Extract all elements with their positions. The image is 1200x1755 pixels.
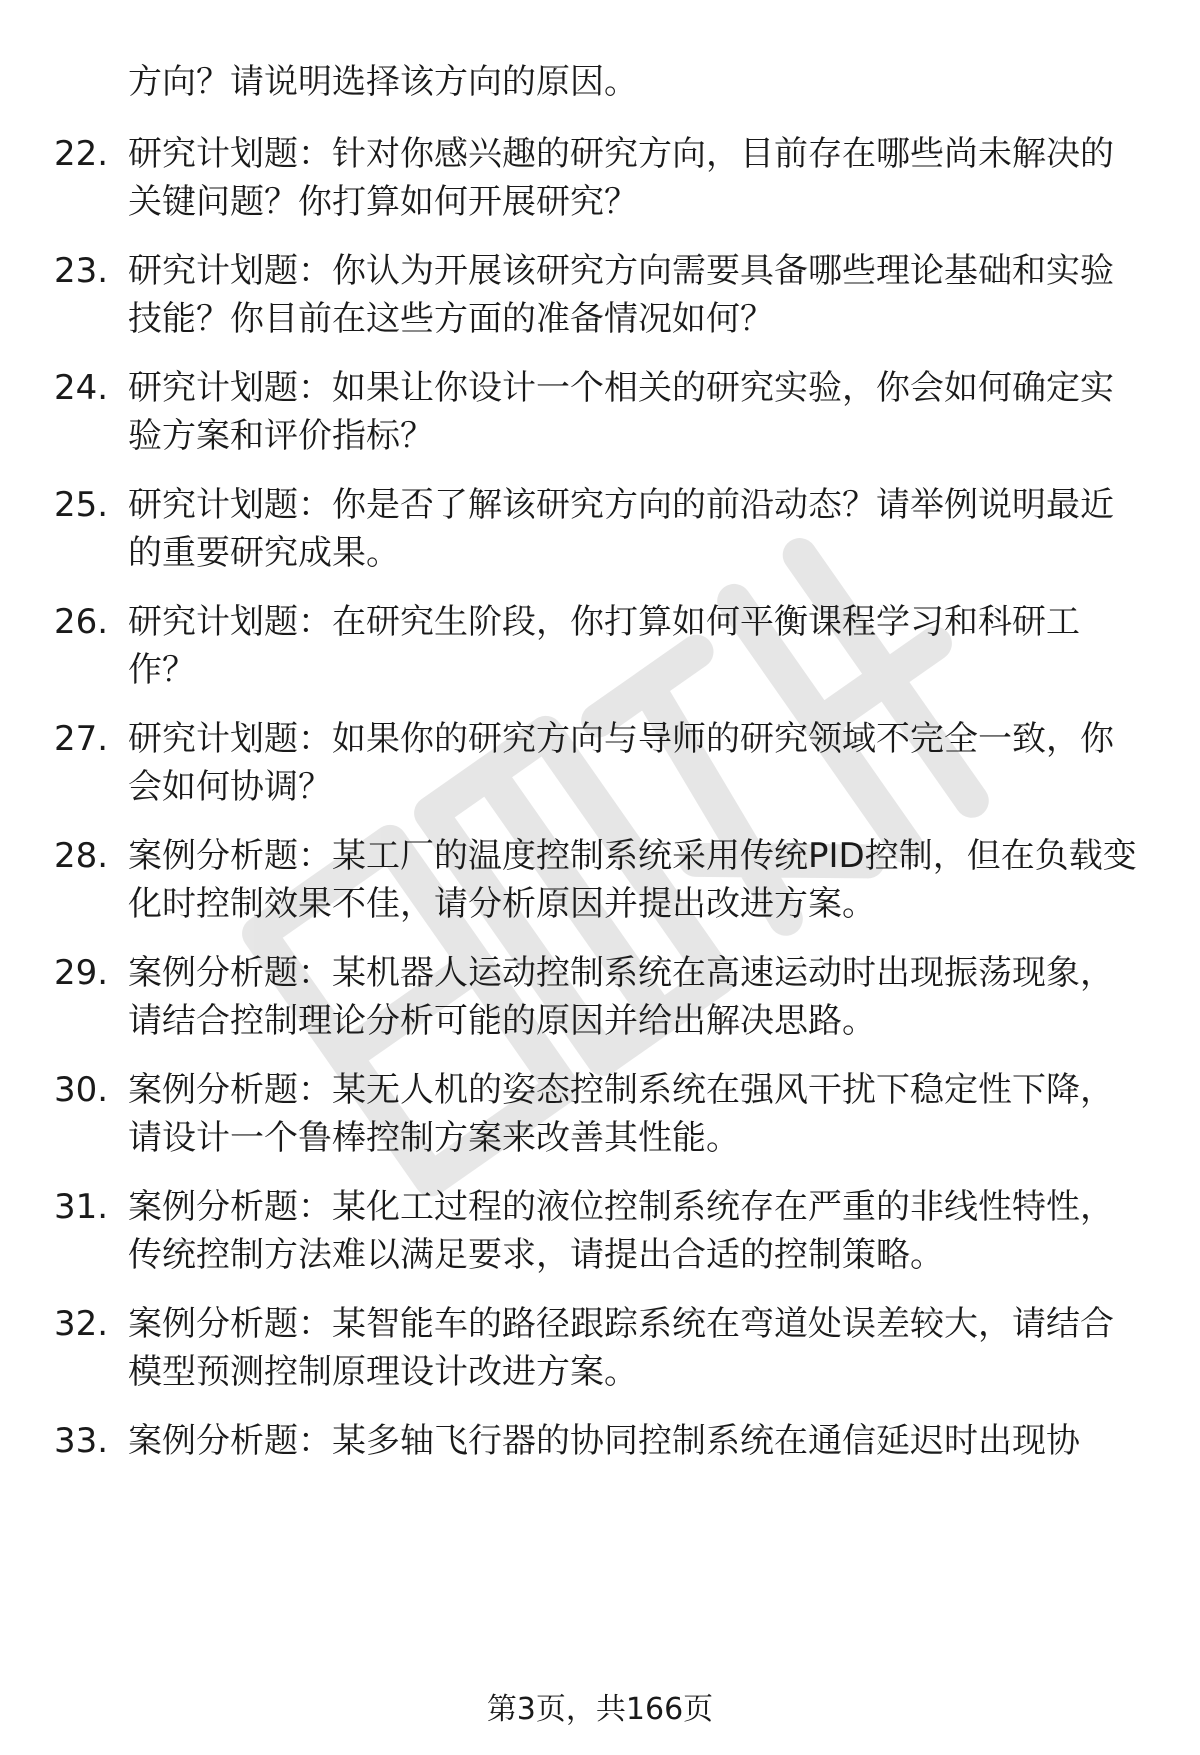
item-text: 案例分析题：某无人机的姿态控制系统在强风干扰下稳定性下降，请设计一个鲁棒控制方案来改善其性能。 xyxy=(128,1070,1114,1158)
item-number: 29. xyxy=(54,953,109,993)
item-text: 研究计划题：在研究生阶段，你打算如何平衡课程学习和科研工作？ xyxy=(128,602,1080,690)
item-number: 26. xyxy=(54,602,109,642)
item-number: 27. xyxy=(54,719,109,759)
item-text: 研究计划题：针对你感兴趣的研究方向，目前存在哪些尚未解决的关键问题？你打算如何开展研究？ xyxy=(128,134,1114,222)
item-number: 25. xyxy=(54,485,109,525)
item-text: 研究计划题：如果你的研究方向与导师的研究领域不完全一致，你会如何协调？ xyxy=(128,719,1114,807)
item-text: 案例分析题：某机器人运动控制系统在高速运动时出现振荡现象，请结合控制理论分析可能的原因并给出解决思路。 xyxy=(128,953,1114,1041)
item-text: 案例分析题：某化工过程的液位控制系统存在严重的非线性特性，传统控制方法难以满足要求，请提出合适的控制策略。 xyxy=(128,1187,1114,1275)
item-text: 研究计划题：你是否了解该研究方向的前沿动态？请举例说明最近的重要研究成果。 xyxy=(128,485,1114,573)
item-number: 22. xyxy=(54,134,109,174)
item-text: 案例分析题：某多轴飞行器的协同控制系统在通信延迟时出现协 xyxy=(128,1421,1080,1461)
item-number: 31. xyxy=(54,1187,109,1227)
item-number: 33. xyxy=(54,1421,109,1461)
item-text: 研究计划题：你认为开展该研究方向需要具备哪些理论基础和实验技能？你目前在这些方面的准备情况如何？ xyxy=(128,251,1114,339)
item-number: 30. xyxy=(54,1070,109,1110)
item-text: 研究计划题：如果让你设计一个相关的研究实验，你会如何确定实验方案和评价指标？ xyxy=(128,368,1114,456)
item-text: 案例分析题：某工厂的温度控制系统采用传统PID控制，但在负载变化时控制效果不佳，请分析原因并提出改进方案。 xyxy=(128,836,1137,924)
item-number: 23. xyxy=(54,251,109,291)
item-number: 32. xyxy=(54,1304,109,1344)
item-number: 28. xyxy=(54,836,109,876)
page-footer: 第3页，共166页 xyxy=(486,1692,714,1727)
continued-text: 方向？请说明选择该方向的原因。 xyxy=(128,62,638,102)
item-text: 案例分析题：某智能车的路径跟踪系统在弯道处误差较大，请结合模型预测控制原理设计改进方案。 xyxy=(128,1304,1114,1392)
item-number: 24. xyxy=(54,368,109,408)
